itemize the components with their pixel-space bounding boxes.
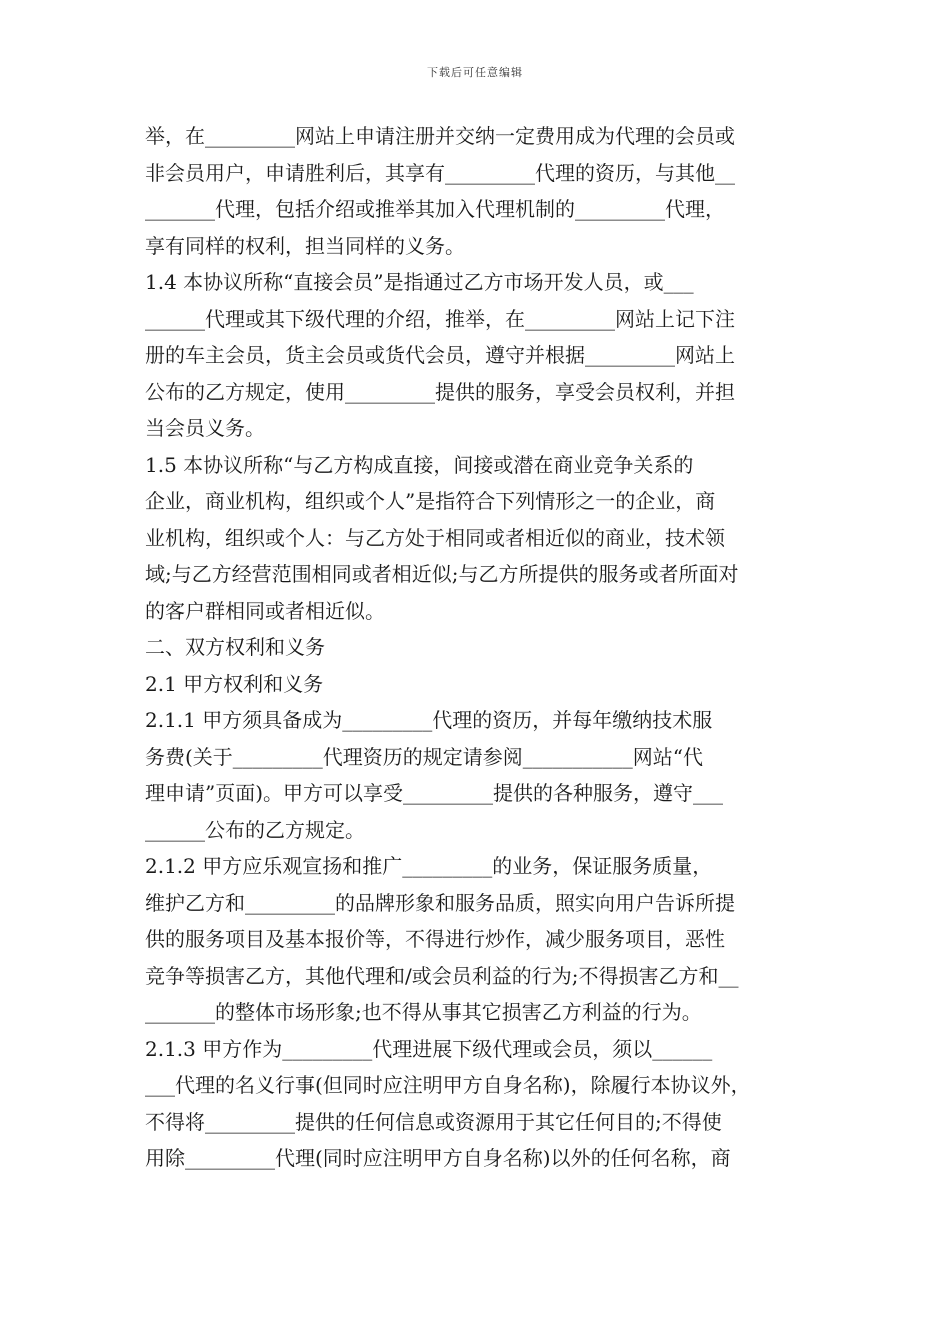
text-line: 维护乙方和_________的品牌形象和服务品质，照实向用户告诉所提 <box>145 890 735 915</box>
text-line: 务费(关于_________代理资历的规定请参阅___________网站“代 <box>145 744 704 769</box>
text-line: 2.1.1 甲方须具备成为_________代理的资历，并每年缴纳技术服 <box>145 708 713 732</box>
section-heading: 二、双方权利和义务 <box>145 635 325 659</box>
text-line: 当会员义务。 <box>145 416 265 440</box>
text-line: 非会员用户，申请胜利后，其享有_________代理的资历，与其他__ <box>145 160 735 185</box>
text-line: 享有同样的权利，担当同样的义务。 <box>145 233 465 258</box>
text-line: _______代理，包括介绍或推举其加入代理机制的_________代理， <box>145 197 725 221</box>
text-line: 用除_________代理(同时应注明甲方自身名称)以外的任何名称，商 <box>145 1146 731 1170</box>
text-line: 册的车主会员，货主会员或货代会员，遵守并根据_________网站上 <box>145 343 735 367</box>
text-line: 1.4 本协议所称“直接会员”是指通过乙方市场开发人员，或___ <box>145 270 694 294</box>
text-line: ______代理或其下级代理的介绍，推举，在_________网站上记下注 <box>145 306 735 331</box>
text-line: 2.1.2 甲方应乐观宣扬和推广_________的业务，保证服务质量， <box>145 854 713 878</box>
text-line: 不得将_________提供的任何信息或资源用于其它任何目的;不得使 <box>145 1109 722 1134</box>
text-line: ___代理的名义行事(但同时应注明甲方自身名称)，除履行本协议外， <box>145 1073 751 1097</box>
text-line: 理申请”页面)。甲方可以享受_________提供的各种服务，遵守___ <box>145 781 724 805</box>
subsection-heading: 2.1 甲方权利和义务 <box>145 671 324 696</box>
text-line: 供的服务项目及基本报价等，不得进行炒作，减少服务项目，恶性 <box>145 927 725 951</box>
text-line: 举，在_________网站上申请注册并交纳一定费用成为代理的会员或 <box>145 124 735 148</box>
document-body <box>145 118 810 1177</box>
text-line: 1.5 本协议所称“与乙方构成直接，间接或潜在商业竞争关系的 <box>145 452 694 477</box>
text-line: ______公布的乙方规定。 <box>145 817 365 842</box>
text-line: 公布的乙方规定，使用_________提供的服务，享受会员权利，并担 <box>145 379 735 404</box>
text-line: 企业，商业机构，组织或个人”是指符合下列情形之一的企业，商 <box>145 489 716 513</box>
text-line: 的客户群相同或者相近似。 <box>145 598 385 623</box>
page-header: 下载后可任意编辑 <box>427 66 523 79</box>
text-line: 2.1.3 甲方作为_________代理进展下级代理或会员，须以______ <box>145 1036 713 1061</box>
text-line: _______的整体市场形象;也不得从事其它损害乙方利益的行为。 <box>145 1000 702 1024</box>
text-line: 竞争等损害乙方，其他代理和/或会员利益的行为;不得损害乙方和__ <box>145 963 739 988</box>
text-line: 业机构，组织或个人：与乙方处于相同或者相近似的商业，技术领 <box>145 525 725 550</box>
text-line: 域;与乙方经营范围相同或者相近似;与乙方所提供的服务或者所面对 <box>145 562 739 586</box>
